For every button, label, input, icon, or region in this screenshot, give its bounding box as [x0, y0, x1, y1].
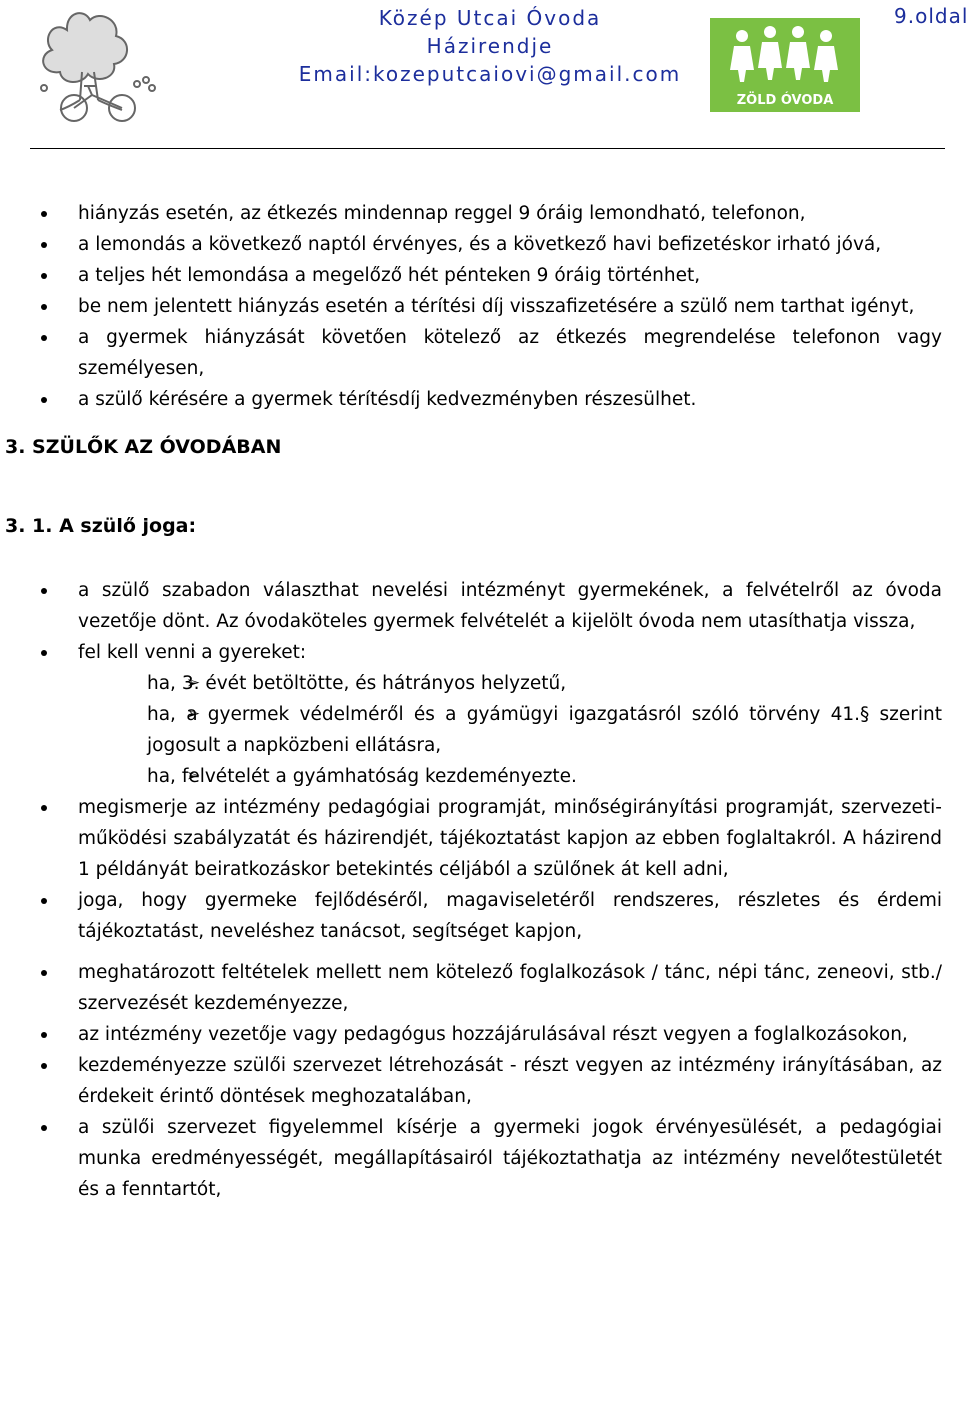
header-divider — [30, 148, 945, 149]
list-item: a lemondás a következő naptól érvényes, és a következő havi befizetéskor irható jóvá, — [0, 229, 960, 260]
list-item: be nem jelentett hiányzás esetén a térítési díj visszafizetésére a szülő nem tarthat igényt, — [0, 291, 960, 322]
list-item: fel kell venni a gyereket: — [0, 637, 960, 668]
list-item: a teljes hét lemondása a megelőző hét pénteken 9 óráig történhet, — [0, 260, 960, 291]
meal-rules-list — [0, 198, 960, 415]
list-item: hiányzás esetén, az étkezés mindennap reggel 9 óráig lemondható, telefonon, — [0, 198, 960, 229]
list-item: a szülő szabadon választhat nevelési intézményt gyermekének, a felvételről az óvoda vezetője dönt. Az óvodaköteles gyermek felvételét a kijelölt óvoda nem utasíthatja vissza, — [0, 575, 960, 637]
zold-ovoda-logo — [710, 18, 860, 112]
section-heading: 3. SZÜLŐK AZ ÓVODÁBAN — [5, 436, 282, 458]
logo-right-text: ZÖLD ÓVODA — [736, 93, 834, 108]
list-item: meghatározott feltételek mellett nem kötelező foglalkozások / tánc, népi tánc, zeneovi, stb./ szervezését kezdeményezze, — [0, 957, 960, 1019]
email-address: Email:kozeputcaiovi@gmail.com — [298, 62, 682, 86]
admission-conditions-list — [0, 668, 960, 792]
sub-list-item: ➢ ha, felvételét a gyámhatóság kezdeményezte. — [0, 761, 960, 792]
parent-rights-list — [0, 575, 960, 668]
page-number: 9.oldal — [894, 4, 968, 28]
header-text-block — [280, 4, 700, 88]
page-header — [0, 0, 968, 150]
sub-list-item: ➢ ha, a gyermek védelméről és a gyámügyi igazgatásról szóló törvény 41.§ szerint jogosult a napközbeni ellátásra, — [0, 699, 960, 761]
subsection-heading: 3. 1. A szülő joga: — [5, 515, 197, 537]
school-name: Közép Utcai Óvoda — [378, 6, 602, 30]
parent-rights-list-continued — [0, 792, 960, 947]
parent-rights-list-more — [0, 957, 960, 1205]
tree-bicycle-logo — [22, 0, 172, 125]
list-item: megismerje az intézmény pedagógiai programját, minőségirányítási programját, szervezeti-működési szabályzatát és házirendjét, tájékoztatást kapjon az ebben foglaltakról. A házirend 1 példányát beiratkozáskor betekintés céljából a szülőnek át kell adni, — [0, 792, 960, 885]
sub-list-item: ➢ ha, 3. évét betöltötte, és hátrányos helyzetű, — [0, 668, 960, 699]
list-item: az intézmény vezetője vagy pedagógus hozzájárulásával részt vegyen a foglalkozásokon, — [0, 1019, 960, 1050]
list-item: a szülő kérésére a gyermek térítésdíj kedvezményben részesülhet. — [0, 384, 960, 415]
list-item: a szülői szervezet figyelemmel kísérje a gyermeki jogok érvényesülését, a pedagógiai munka eredményességét, megállapításairól tájékoztathatja az intézmény nevelőtestületét és a fenntartót, — [0, 1112, 960, 1205]
document-title: Házirendje — [426, 34, 554, 58]
list-item: joga, hogy gyermeke fejlődéséről, magaviseletéről rendszeres, részletes és érdemi tájékoztatást, neveléshez tanácsot, segítséget kapjon, — [0, 885, 960, 947]
list-item: kezdeményezze szülői szervezet létrehozását - részt vegyen az intézmény irányításában, az érdekeit érintő döntések meghozatalában, — [0, 1050, 960, 1112]
document-body — [0, 198, 960, 1205]
list-item: a gyermek hiányzását követően kötelező az étkezés megrendelése telefonon vagy személyesen, — [0, 322, 960, 384]
